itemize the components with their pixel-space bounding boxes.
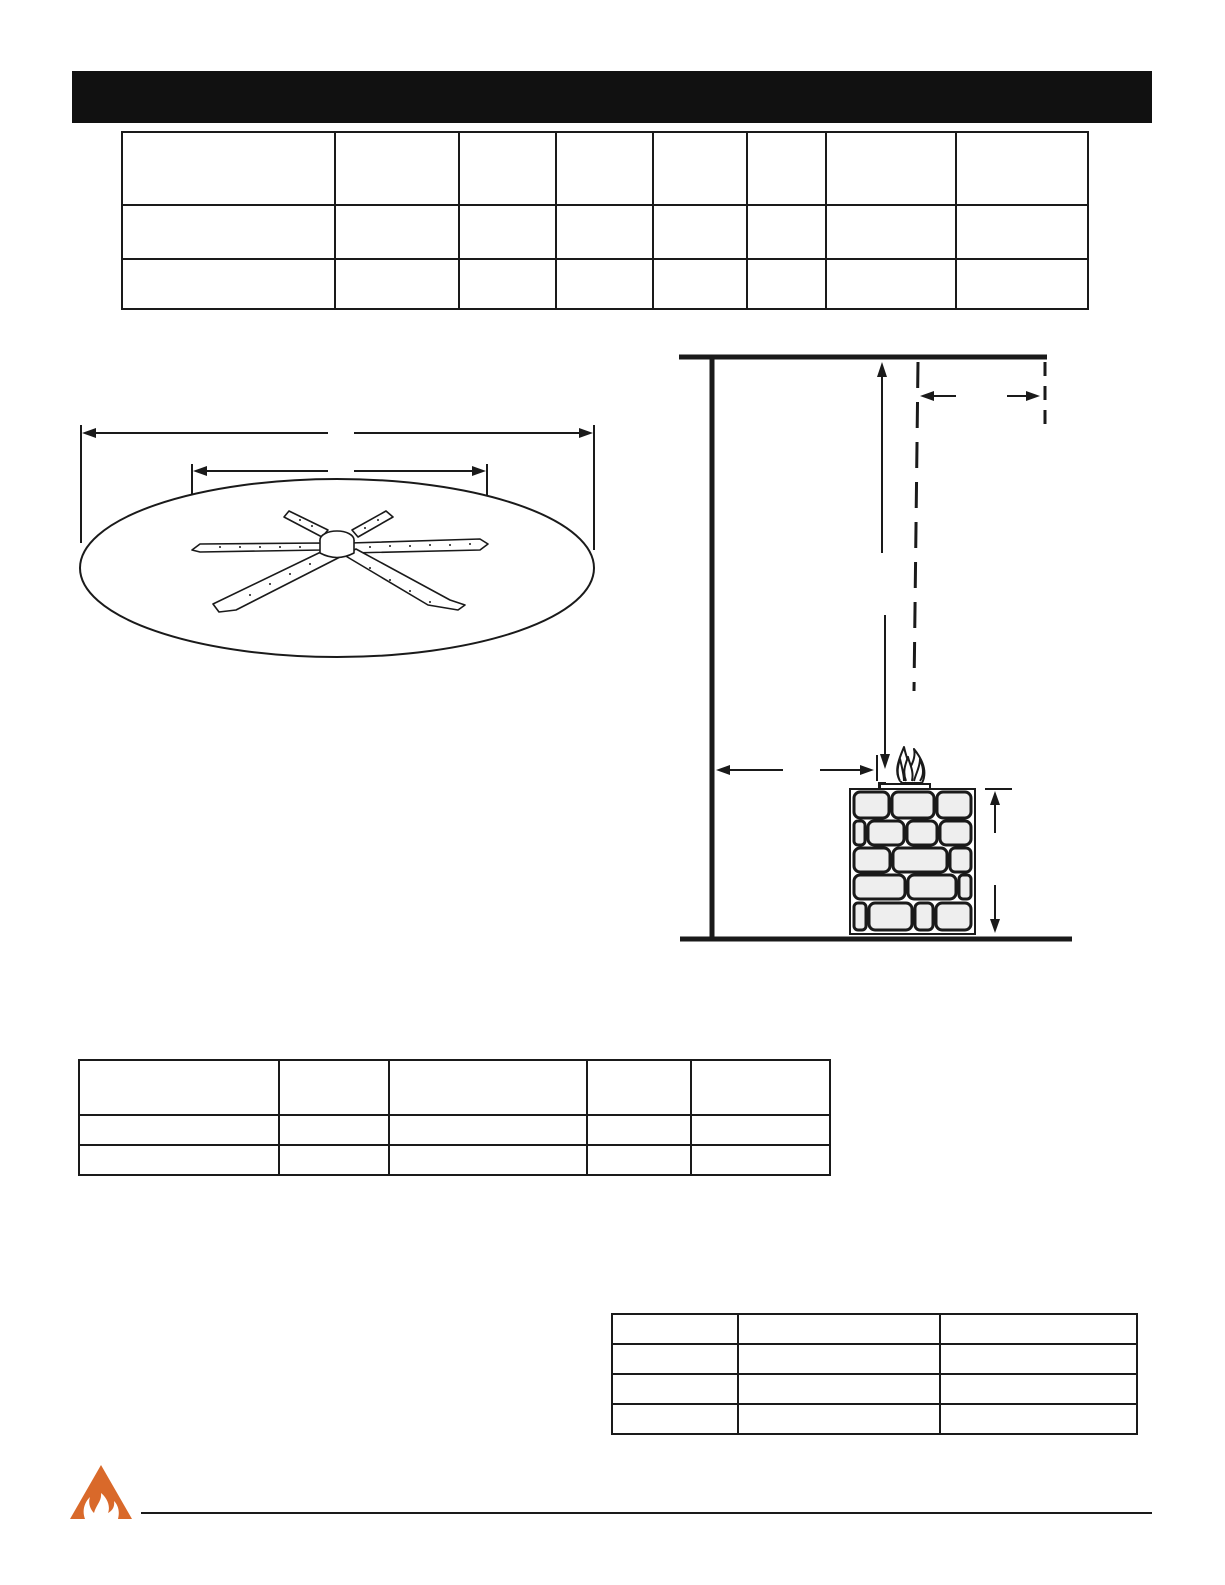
specs-row bbox=[122, 259, 1088, 309]
burner-illustration bbox=[60, 400, 620, 680]
specs-cell bbox=[826, 259, 956, 309]
overhang-arrow bbox=[920, 391, 1040, 401]
specs-cell bbox=[956, 205, 1088, 259]
specs-cell bbox=[826, 205, 956, 259]
small-cell bbox=[940, 1404, 1137, 1434]
specs-cell bbox=[653, 132, 747, 205]
specs-cell bbox=[459, 205, 556, 259]
mid-cell bbox=[691, 1145, 830, 1175]
dashed-guide-vertical bbox=[914, 362, 918, 691]
specs-cell bbox=[747, 132, 826, 205]
stone-blocks bbox=[854, 792, 971, 930]
fire-column bbox=[850, 747, 975, 934]
small-row bbox=[612, 1344, 1137, 1374]
ceiling-height-arrow bbox=[877, 362, 890, 769]
small-cell bbox=[612, 1314, 738, 1344]
small-cell bbox=[612, 1344, 738, 1374]
specs-cell bbox=[747, 205, 826, 259]
small-cell bbox=[738, 1404, 940, 1434]
small-row bbox=[612, 1404, 1137, 1434]
mid-cell bbox=[587, 1145, 691, 1175]
specs-cell bbox=[956, 132, 1088, 205]
small-cell bbox=[940, 1344, 1137, 1374]
mid-row bbox=[79, 1115, 830, 1145]
specs-cell bbox=[556, 259, 653, 309]
unit-height-arrow bbox=[985, 789, 1012, 933]
small-cell bbox=[738, 1314, 940, 1344]
mid-cell bbox=[79, 1145, 279, 1175]
small-cell bbox=[940, 1374, 1137, 1404]
specs-cell bbox=[747, 259, 826, 309]
specs-cell bbox=[653, 259, 747, 309]
mid-header-row bbox=[79, 1060, 830, 1115]
small-cell bbox=[738, 1374, 940, 1404]
mid-cell bbox=[279, 1145, 389, 1175]
specs-cell bbox=[335, 259, 459, 309]
mid-cell bbox=[587, 1060, 691, 1115]
fire-pan-ellipse bbox=[80, 479, 594, 657]
mid-cell bbox=[279, 1060, 389, 1115]
specs-cell bbox=[826, 132, 956, 205]
small-cell bbox=[612, 1374, 738, 1404]
mid-cell bbox=[691, 1115, 830, 1145]
wall-clearance-arrow bbox=[716, 755, 877, 781]
specs-cell bbox=[335, 132, 459, 205]
flame-logo-icon bbox=[68, 1463, 134, 1521]
specs-cell bbox=[459, 259, 556, 309]
specs-cell bbox=[459, 132, 556, 205]
mid-cell bbox=[389, 1145, 587, 1175]
mid-cell bbox=[279, 1115, 389, 1145]
specs-cell bbox=[122, 132, 335, 205]
specs-cell bbox=[556, 205, 653, 259]
specs-table bbox=[121, 131, 1089, 310]
clearance-diagram bbox=[670, 345, 1090, 955]
mid-table bbox=[78, 1059, 831, 1176]
mid-cell bbox=[691, 1060, 830, 1115]
mid-cell bbox=[587, 1115, 691, 1145]
small-cell bbox=[738, 1344, 940, 1374]
specs-cell bbox=[556, 132, 653, 205]
mid-cell bbox=[389, 1060, 587, 1115]
small-header-row bbox=[612, 1314, 1137, 1344]
mid-cell bbox=[389, 1115, 587, 1145]
footer-rule bbox=[141, 1512, 1152, 1514]
specs-cell bbox=[122, 259, 335, 309]
specs-cell bbox=[653, 205, 747, 259]
specs-cell bbox=[335, 205, 459, 259]
small-cell bbox=[612, 1404, 738, 1434]
small-cell bbox=[940, 1314, 1137, 1344]
small-row bbox=[612, 1374, 1137, 1404]
specs-cell bbox=[122, 205, 335, 259]
mid-cell bbox=[79, 1060, 279, 1115]
section-header-bar bbox=[72, 71, 1152, 123]
specs-header-row bbox=[122, 132, 1088, 205]
mid-cell bbox=[79, 1115, 279, 1145]
specs-row bbox=[122, 205, 1088, 259]
small-table bbox=[611, 1313, 1138, 1435]
specs-cell bbox=[956, 259, 1088, 309]
mid-row bbox=[79, 1145, 830, 1175]
flame-icon bbox=[897, 747, 924, 783]
